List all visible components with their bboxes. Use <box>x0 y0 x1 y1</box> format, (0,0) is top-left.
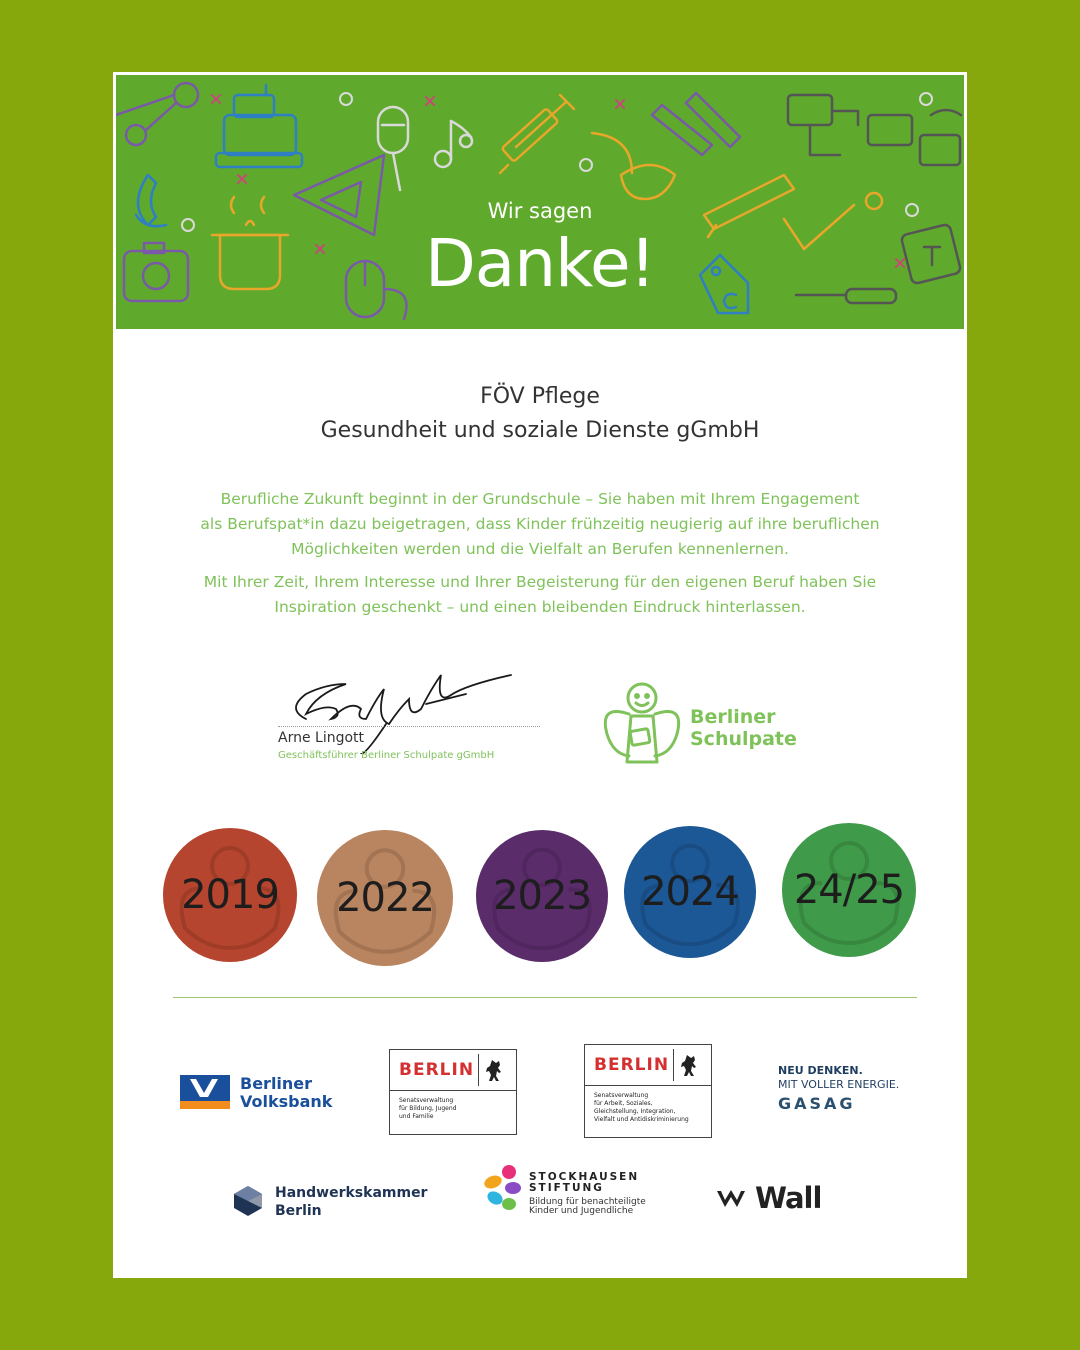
berlin-dept-line: Senatsverwaltung <box>399 1097 454 1104</box>
pencils-icon <box>652 93 740 155</box>
berlin-header <box>585 1045 711 1086</box>
berlin-bear-icon <box>681 1053 701 1077</box>
badge-year: 2019 <box>181 872 279 918</box>
berlin-word: BERLIN <box>399 1060 475 1080</box>
handwerkskammer-logo <box>231 1184 428 1224</box>
year-badge <box>782 823 916 957</box>
volksbank-wordmark <box>240 1075 332 1111</box>
computer-network-icon <box>788 95 912 155</box>
stockhausen-stiftung-logo <box>479 1164 669 1228</box>
certificate-sheet <box>113 72 967 1278</box>
badge-year: 24/25 <box>793 867 905 913</box>
banner-subtitle: Wir sagen <box>487 199 593 223</box>
gasag-slogan-1: NEU DENKEN. <box>778 1064 863 1077</box>
microphone-icon <box>378 107 408 190</box>
music-note-icon <box>435 121 472 167</box>
recipient-name: FÖV Pflege <box>480 384 600 409</box>
year-badge <box>476 830 608 962</box>
message-line: als Berufspat*in dazu beigetragen, dass Kinder frühzeitig neugierig auf ihre beruflichen <box>200 515 880 533</box>
wall-mark-icon <box>715 1185 755 1211</box>
divider <box>173 997 917 998</box>
berlin-separator <box>478 1054 479 1086</box>
volksbank-line: Volksbank <box>240 1092 333 1111</box>
signatory-role: Geschäftsführer Berliner Schulpate gGmbH <box>278 750 495 761</box>
banner-title: Danke! <box>424 225 656 302</box>
paint-bucket-icon <box>592 133 675 199</box>
hwk-wordmark <box>275 1184 427 1220</box>
gasag-logo <box>778 1064 918 1116</box>
volksbank-line: Berliner <box>240 1074 313 1093</box>
schulpate-wordmark <box>690 706 797 750</box>
berlin-dept-line: für Arbeit, Soziales, <box>594 1100 653 1107</box>
wall-wordmark: Wall <box>755 1181 822 1215</box>
set-square-icon <box>294 155 384 235</box>
berliner-schulpate-logo <box>601 678 821 768</box>
gasag-slogan-2: MIT VOLLER ENERGIE. <box>778 1078 900 1091</box>
message-line: Berufliche Zukunft beginnt in der Grundschule – Sie haben mit Ihrem Engagement <box>220 490 860 508</box>
gasag-wordmark: GASAG <box>778 1094 856 1113</box>
badge-year: 2023 <box>493 873 591 919</box>
berlin-bildung-logo <box>389 1049 517 1135</box>
message-line: Inspiration geschenkt – und einen bleibenden Eindruck hinterlassen. <box>274 598 806 616</box>
cash-register-icon <box>216 85 302 167</box>
berlin-dept-line: Senatsverwaltung <box>594 1092 649 1099</box>
pinwheel-icon <box>479 1164 525 1212</box>
berlin-arbeit-logo <box>584 1044 712 1138</box>
berlin-dept-line: Vielfalt und Antidiskriminierung <box>594 1116 689 1123</box>
hwk-hexagon-icon <box>231 1184 265 1218</box>
berlin-dept-line: für Bildung, Jugend <box>399 1105 457 1112</box>
wall-logo <box>715 1181 855 1219</box>
berlin-department <box>594 1092 689 1124</box>
year-badge <box>163 828 297 962</box>
stockhausen-tag-line: Kinder und Jugendliche <box>529 1206 634 1216</box>
berlin-department <box>399 1097 456 1121</box>
network-icon <box>116 83 198 145</box>
berlin-bear-icon <box>486 1058 506 1082</box>
recipient <box>113 380 967 448</box>
banner <box>116 75 964 329</box>
message-line: Mit Ihrer Zeit, Ihrem Interesse und Ihrer Begeisterung für den eigenen Beruf haben Sie <box>203 573 877 591</box>
berlin-header <box>390 1050 516 1091</box>
stockhausen-tag-line: Bildung für benachteiligte <box>529 1197 646 1207</box>
syringe-icon <box>500 95 574 173</box>
berlin-word: BERLIN <box>594 1055 670 1075</box>
message-line: Möglichkeiten werden und die Vielfalt an Berufen kennenlernen. <box>291 540 789 558</box>
badge-year: 2022 <box>336 875 434 921</box>
signature-block <box>276 664 546 774</box>
hwk-line: Berlin <box>275 1203 322 1219</box>
stockhausen-tagline <box>529 1198 646 1216</box>
year-badge <box>317 830 453 966</box>
schulpate-line: Schulpate <box>690 728 797 750</box>
message-paragraph-2 <box>183 570 897 620</box>
volksbank-logo <box>180 1075 340 1115</box>
angel-mascot-icon <box>601 678 683 768</box>
laptop-icon <box>920 110 961 165</box>
badge-year: 2024 <box>641 869 739 915</box>
stockhausen-wordmark <box>529 1172 639 1194</box>
schulpate-line: Berliner <box>690 706 776 728</box>
volksbank-icon <box>180 1075 230 1111</box>
year-badge <box>624 826 756 958</box>
recipient-subname: Gesundheit und soziale Dienste gGmbH <box>320 418 760 443</box>
berlin-separator <box>673 1049 674 1081</box>
hwk-line: Handwerkskammer <box>275 1185 428 1201</box>
berlin-dept-line: und Familie <box>399 1113 434 1120</box>
berlin-dept-line: Gleichstellung, Integration, <box>594 1108 676 1115</box>
stockhausen-line: STOCKHAUSEN <box>529 1171 640 1183</box>
signature-line <box>278 726 540 727</box>
signatory-name: Arne Lingott <box>278 730 365 746</box>
stockhausen-line: STIFTUNG <box>529 1182 604 1194</box>
message-paragraph-1 <box>183 487 897 562</box>
